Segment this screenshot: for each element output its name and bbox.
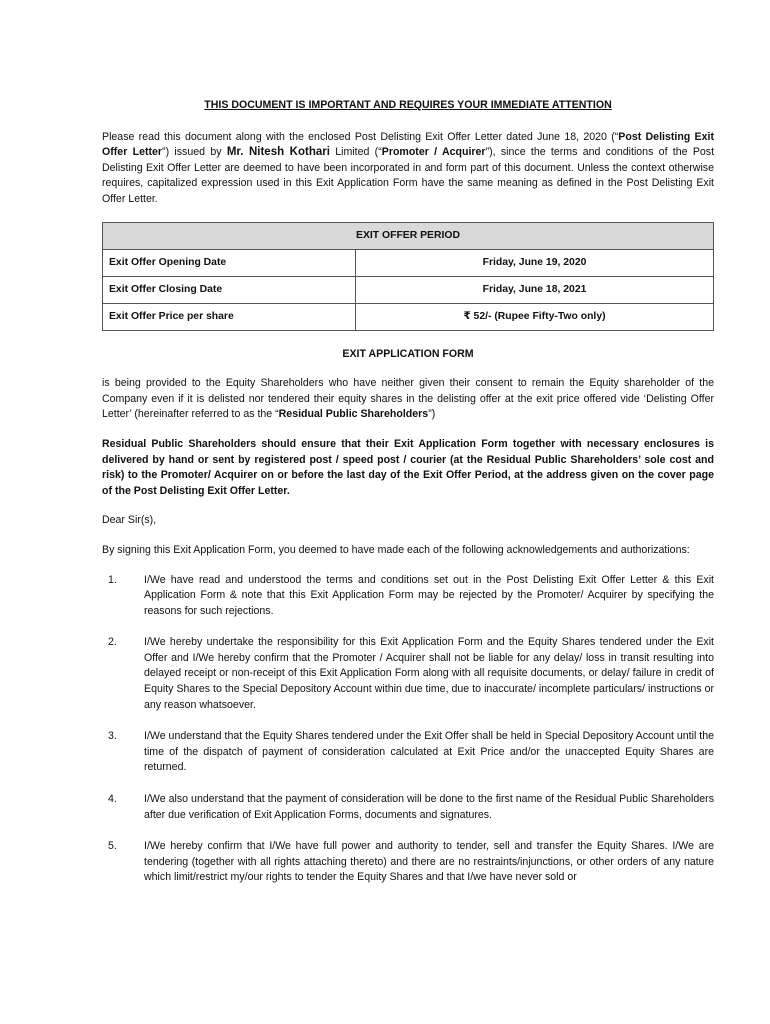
list-item-number: 4. [108, 793, 117, 806]
intro-text: ”), since the terms and conditions of the Post Delisting Exit Offer Letter are deemed to have been incorporated in and form part of this document. Unless the context otherwise requires, capitalized expression used in this Exit Application Form have the same meaning as defined in the Post Delisting Exit Offer Letter. [102, 146, 715, 205]
intro-text: Limited (“ [329, 146, 382, 159]
document-content [102, 98, 714, 902]
list-item [102, 573, 714, 620]
notice-paragraph: Residual Public Shareholders should ensure that their Exit Application Form together with necessary enclosures is delivered by hand or sent by registered post / speed post / courier (at the Residual Public Shareholders’ sole cost and risk) to the Promoter/ Acquirer on or before the last day of the Exit Offer Period, at the address given on the cover page of the Post Delisting Exit Offer Letter. [102, 437, 714, 497]
table-row [103, 303, 714, 330]
row-label: Exit Offer Closing Date [103, 276, 356, 303]
salutation: Dear Sir(s), [102, 514, 157, 527]
table-row [103, 276, 714, 303]
table-header-row [103, 222, 714, 249]
list-item-text: I/We also understand that the payment of consideration will be done to the first name of the Residual Public Shareholders after due verification of Exit Application Forms, documents and signatures. [144, 793, 714, 821]
list-item-number: 3. [108, 730, 117, 743]
term-post-delisting-letter: Post Delisting Exit Offer Letter [102, 130, 714, 159]
signing-paragraph: By signing this Exit Application Form, you deemed to have made each of the following acknowledgements and authorizations: [102, 543, 690, 556]
row-value: Friday, June 18, 2021 [356, 276, 714, 303]
list-item-text: I/We hereby confirm that I/We have full power and authority to tender, sell and transfer the Equity Shares. I/We are tendering (together with all rights attaching thereto) and there are no restraints/injunctions, or other orders of any nature which limit/restrict my/our rights to tender the Equity Shares and that I/we have never sold or [144, 840, 714, 884]
page-heading: THIS DOCUMENT IS IMPORTANT AND REQUIRES YOUR IMMEDIATE ATTENTION [204, 99, 612, 111]
list-item [102, 839, 714, 886]
form-title: EXIT APPLICATION FORM [342, 347, 474, 360]
acknowledgement-list [102, 573, 714, 887]
provided-paragraph [102, 376, 714, 423]
intro-text: ”) issued by [162, 146, 227, 159]
exit-offer-period-table [102, 222, 714, 331]
table-header: EXIT OFFER PERIOD [103, 222, 714, 249]
row-label: Exit Offer Opening Date [103, 249, 356, 276]
term-promoter-acquirer: Promoter / Acquirer [381, 146, 486, 159]
list-item [102, 792, 714, 823]
list-item [102, 729, 714, 776]
table-row [103, 249, 714, 276]
provided-text-end: ”) [428, 408, 436, 421]
row-value: ₹ 52/- (Rupee Fifty-Two only) [356, 303, 714, 330]
list-item-text: I/We understand that the Equity Shares tendered under the Exit Offer shall be held in Special Depository Account until the time of the dispatch of payment of consideration calculated at Exit Price and/or the unaccepted Equity Shares are returned. [144, 730, 714, 774]
intro-text: Please read this document along with the enclosed Post Delisting Exit Offer Letter dated June 18, 2020 (“ [102, 130, 619, 143]
list-item-text: I/We hereby undertake the responsibility for this Exit Application Form and the Equity Shares tendered under the Exit Offer and I/We hereby confirm that the Promoter / Acquirer shall not be liable for any delay/ loss in transit resulting into delayed receipt or non-receipt of this Exit Application Form along with all requisite documents, or delay/ failure in credit of Equity Shares to the Special Depository Account within due time, due to inaccurate/ incomplete particulars/ instructions or any reason whatsoever. [144, 636, 714, 711]
row-label: Exit Offer Price per share [103, 303, 356, 330]
list-item [102, 635, 714, 713]
intro-paragraph [102, 130, 714, 208]
list-item-number: 1. [108, 573, 117, 586]
list-item-text: I/We have read and understood the terms and conditions set out in the Post Delisting Exit Offer Letter & this Exit Application Form & note that this Exit Application Form may be rejected by the Promoter/ Acquirer by specifying the reasons for such rejections. [144, 573, 714, 617]
provided-text: is being provided to the Equity Shareholders who have neither given their consent to remain the Equity shareholder of the Company even if it is delisted nor tendered their equity shares in the delisting offer at the exit price offered vide ‘Delisting Offer Letter’ (hereinafter referred to as the “ [102, 377, 714, 421]
term-residual-shareholders: Residual Public Shareholders [278, 408, 429, 421]
list-item-number: 5. [108, 840, 117, 853]
list-item-number: 2. [108, 636, 117, 649]
row-value: Friday, June 19, 2020 [356, 249, 714, 276]
promoter-name: Mr. Nitesh Kothari [226, 146, 330, 159]
